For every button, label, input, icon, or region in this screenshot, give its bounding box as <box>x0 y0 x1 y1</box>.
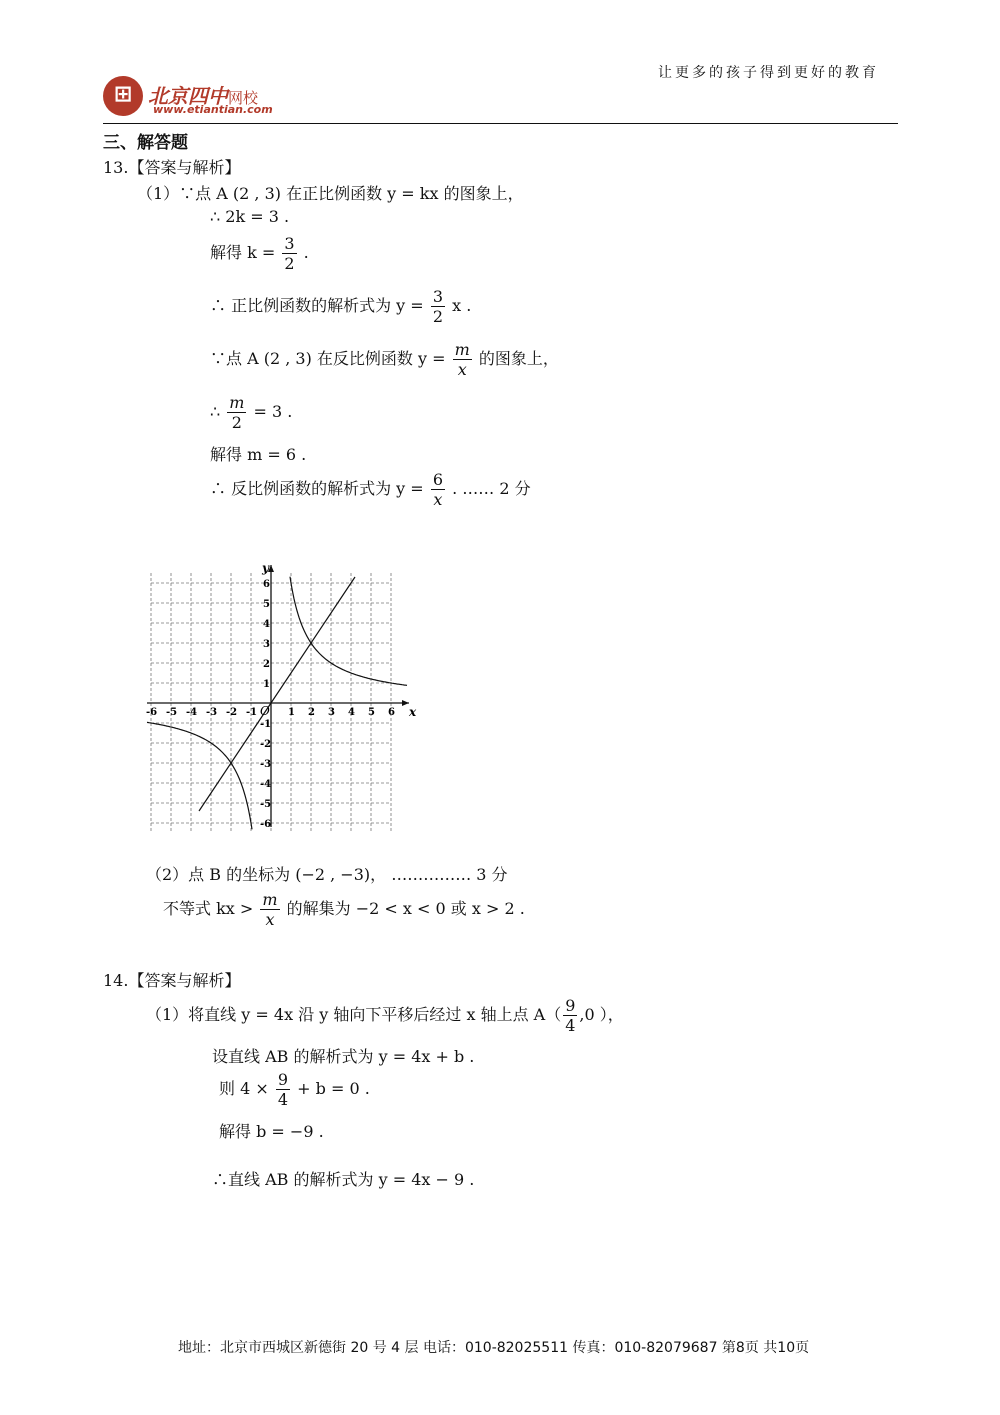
q14-part1-post: ,0 ）， <box>579 1005 624 1024</box>
q14-part1-intro <box>146 996 624 1035</box>
x-tick-label: -4 <box>186 707 198 718</box>
q13-part2-line-2-post: 的解集为 −2 < x < 0 或 x > 2 . <box>286 899 525 918</box>
graph-axes <box>147 565 409 827</box>
q13-part2-line-2 <box>163 890 525 929</box>
q14-line-3: 解得 b = −9 . <box>219 1122 324 1141</box>
fraction-numerator: 9 <box>565 996 576 1015</box>
q14-title: 14.【答案与解析】 <box>103 971 241 990</box>
x-tick-label: -5 <box>166 707 178 718</box>
q13-line-3 <box>210 287 471 326</box>
x-tick-label: 6 <box>388 707 395 718</box>
header-slogan: 让更多的孩子得到更好的教育 <box>658 65 879 81</box>
fraction <box>453 340 472 379</box>
fraction-numerator: 9 <box>277 1070 289 1089</box>
y-tick-label: -3 <box>260 759 272 770</box>
q13-line-3-post: x . <box>452 296 472 315</box>
fraction-denominator: 4 <box>565 1016 576 1035</box>
q13-title: 13.【答案与解析】 <box>103 158 241 177</box>
q13-part2-line-1: （2）点 B 的坐标为 (−2 , −3)， …………… 3 分 <box>146 865 508 884</box>
q13-part1-intro: （1）∵点 A (2 , 3) 在正比例函数 y = kx 的图象上， <box>137 184 524 203</box>
y-tick-label: 5 <box>263 599 270 610</box>
fraction <box>282 234 296 273</box>
q13-line-7-post: . …… 2 分 <box>452 479 531 498</box>
x-tick-label: -3 <box>206 707 218 718</box>
q14-line-2 <box>219 1070 370 1109</box>
y-tick-label: -6 <box>260 819 272 830</box>
fraction-numerator: 6 <box>432 470 443 489</box>
q13-line-2-pre: 解得 k = <box>210 243 276 262</box>
q14-line-2-pre: 则 4 × <box>219 1079 269 1098</box>
function-graph <box>146 561 430 835</box>
x-tick-label: 5 <box>368 707 375 718</box>
fraction <box>227 393 246 432</box>
fraction-denominator: x <box>433 490 443 509</box>
fraction <box>431 470 445 509</box>
y-tick-label: -4 <box>260 779 272 790</box>
q14-line-1: 设直线 AB 的解析式为 y = 4x + b . <box>212 1047 475 1066</box>
page-footer: 地址：北京市西城区新德街 20 号 4 层 电话：010-82025511 传真：010-82079687 第8页 共10页 <box>178 1340 810 1356</box>
x-axis-label: x <box>409 705 417 719</box>
origin-label: O <box>260 704 270 718</box>
fraction <box>276 1070 290 1109</box>
logo-name-text: 北京四中 <box>148 84 228 108</box>
q13-line-3-pre: ∴ 正比例函数的解析式为 y = <box>210 296 424 315</box>
x-tick-label: -2 <box>226 707 238 718</box>
logo-emblem-icon <box>103 76 143 116</box>
q13-line-7 <box>210 470 531 509</box>
x-tick-label: 1 <box>288 707 295 718</box>
q13-line-4-pre: ∵点 A (2 , 3) 在反比例函数 y = <box>210 349 446 368</box>
y-tick-label: -1 <box>260 719 272 730</box>
hyperbola-branch-right <box>290 577 407 686</box>
y-tick-label: 3 <box>263 639 270 650</box>
q13-line-5-post: = 3 . <box>253 402 293 421</box>
proportional-line <box>199 577 355 811</box>
q13-line-1: ∴ 2k = 3 . <box>210 207 290 226</box>
q14-line-4: ∴直线 AB 的解析式为 y = 4x − 9 . <box>212 1170 475 1189</box>
fraction <box>260 890 279 929</box>
q13-line-4 <box>210 340 559 379</box>
q13-part2-line-2-pre: 不等式 kx > <box>163 899 254 918</box>
q13-line-5-pre: ∴ <box>210 402 221 421</box>
x-axis-arrow-icon <box>402 700 409 706</box>
logo-glyph: ⊞ <box>113 82 133 107</box>
y-tick-label: 2 <box>263 659 270 670</box>
y-tick-label: 1 <box>263 679 270 690</box>
fraction-denominator: 2 <box>231 413 242 432</box>
section-title: 三、解答题 <box>103 133 188 153</box>
fraction-denominator: x <box>265 910 275 929</box>
fraction-numerator: 3 <box>432 287 443 306</box>
x-tick-label: 3 <box>328 707 335 718</box>
q13-line-4-post: 的图象上， <box>478 349 559 368</box>
q13-line-6: 解得 m = 6 . <box>210 445 307 464</box>
x-tick-label: 4 <box>348 707 355 718</box>
x-tick-label: -6 <box>146 707 158 718</box>
logo-suffix: 网校 <box>228 89 259 107</box>
fraction-numerator: m <box>229 393 245 412</box>
fraction-denominator: 2 <box>432 307 443 326</box>
hyperbola-branch-left <box>147 722 252 829</box>
fraction-denominator: 4 <box>277 1090 289 1109</box>
fraction-numerator: 3 <box>284 234 295 253</box>
logo-url: www.etiantian.com <box>153 103 273 116</box>
x-tick-label: -1 <box>246 707 258 718</box>
q13-line-2: 解得 k = $\frac{3}{2}$ . <box>210 234 309 273</box>
y-tick-label: 6 <box>263 579 270 590</box>
fraction-numerator: m <box>262 890 278 909</box>
header-divider <box>103 123 898 124</box>
y-tick-label: 4 <box>263 619 270 630</box>
y-tick-label: -2 <box>260 739 272 750</box>
q14-line-2-post: + b = 0 . <box>297 1079 370 1098</box>
x-tick-label: 2 <box>308 707 315 718</box>
fraction-denominator: x <box>457 360 467 379</box>
y-axis-label: y <box>262 561 269 575</box>
q13-line-7-pre: ∴ 反比例函数的解析式为 y = <box>210 479 424 498</box>
y-tick-label: -5 <box>260 799 272 810</box>
q13-line-5 <box>210 393 292 432</box>
fraction-numerator: m <box>454 340 470 359</box>
fraction <box>431 287 445 326</box>
fraction-denominator: 2 <box>284 254 295 273</box>
fraction <box>563 996 577 1035</box>
q14-part1-pre: （1）将直线 y = 4x 沿 y 轴向下平移后经过 x 轴上点 A（ <box>146 1005 562 1024</box>
